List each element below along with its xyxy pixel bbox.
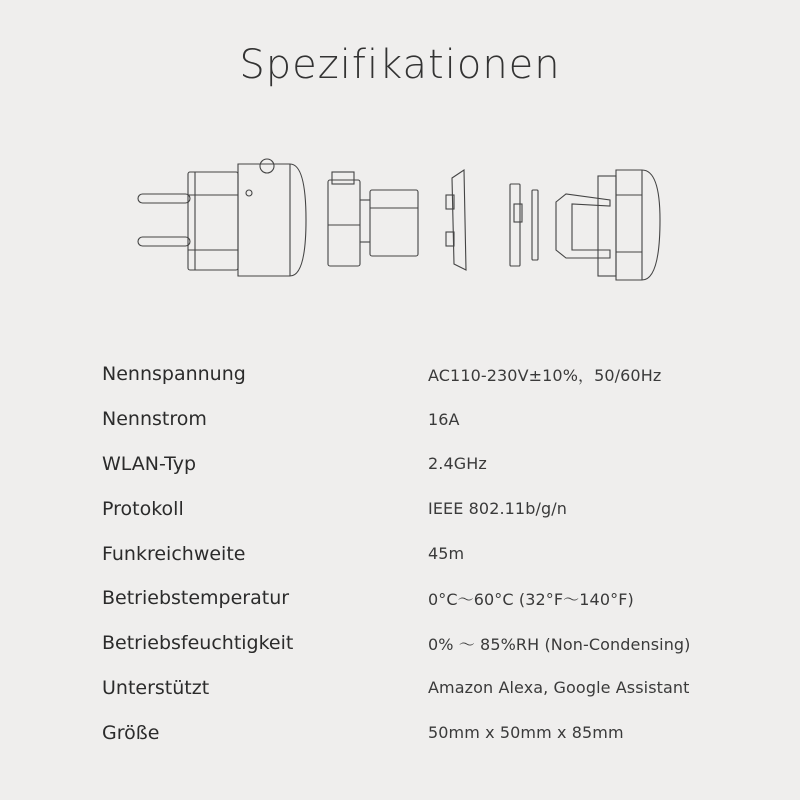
- spec-value: AC110-230V±10%，50/60Hz: [428, 365, 662, 385]
- pcb-board-icon: [446, 170, 466, 270]
- spec-label: Protokoll: [102, 497, 184, 520]
- socket-cover-icon: [556, 170, 660, 280]
- spec-label: Unterstützt: [102, 676, 210, 699]
- spec-label: WLAN-Typ: [102, 452, 197, 475]
- spec-row-nennspannung: [102, 352, 722, 397]
- page-title: Spezifikationen: [239, 42, 561, 88]
- spec-value: 50mm x 50mm x 85mm: [428, 723, 624, 743]
- spec-label: Nennspannung: [102, 363, 246, 386]
- spec-row-nennstrom: [102, 397, 722, 442]
- spec-value: 16A: [428, 409, 460, 429]
- spec-value: 2.4GHz: [428, 454, 487, 474]
- spec-value: Amazon Alexa, Google Assistant: [428, 678, 690, 698]
- spec-label: Betriebstemperatur: [102, 587, 290, 610]
- spec-value: 0°C～60°C (32°F～140°F): [428, 589, 634, 609]
- plug-body-icon: [188, 159, 306, 276]
- spec-label: Betriebsfeuchtigkeit: [102, 632, 294, 655]
- spec-row-protokoll: [102, 486, 722, 531]
- spec-row-betriebsfeuchtigkeit: [102, 621, 722, 666]
- plug-pins-icon: [138, 194, 190, 246]
- exploded-plug-diagram-icon: [120, 150, 680, 290]
- spec-row-unterstuetzt: [102, 666, 722, 711]
- spec-row-wlan-typ: [102, 442, 722, 487]
- spec-label: Funkreichweite: [102, 542, 246, 565]
- spec-label: Nennstrom: [102, 408, 207, 431]
- spec-table: [102, 352, 722, 755]
- small-parts-icon: [510, 184, 538, 266]
- spec-value: IEEE 802.11b/g/n: [428, 499, 567, 519]
- spec-value: 45m: [428, 544, 465, 564]
- relay-block-icon: [328, 172, 418, 266]
- spec-row-groesse: [102, 710, 722, 755]
- spec-value: 0% ～ 85%RH (Non-Condensing): [428, 634, 691, 654]
- spec-row-funkreichweite: [102, 531, 722, 576]
- spec-label: Größe: [102, 721, 160, 744]
- spec-row-betriebstemperatur: [102, 576, 722, 621]
